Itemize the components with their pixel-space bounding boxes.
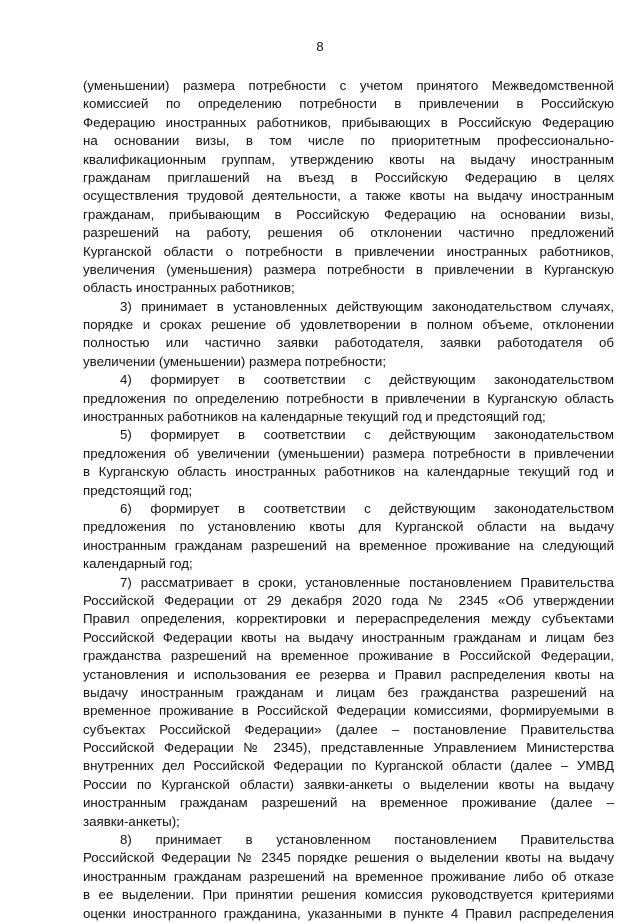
text-line: внутренних дел Российской Федерации по Курганской области (далее – УМВД xyxy=(83,758,614,774)
text-line: временное проживание в Российской Федерации комиссиями, формируемыми в xyxy=(83,703,614,719)
text-line: установления и использования ее резерва и Правил распределения квоты на xyxy=(83,666,614,682)
text-line: квалификационным группам, утверждению квоты на выдачу иностранным xyxy=(83,151,614,167)
text-line: 3) принимает в установленных действующим законодательством случаях, xyxy=(120,298,614,314)
text-line: 6) формирует в соответствии с действующим законодательством xyxy=(120,500,614,516)
text-line: на основании визы, в том числе по приоритетным профессионально- xyxy=(83,133,614,149)
text-line: выдачу иностранным гражданам и лицам без гражданства разрешений на xyxy=(83,684,614,700)
text-line: увеличении (уменьшении) размера потребности; xyxy=(83,353,387,369)
text-line: России по Курганской области) заявки-анкеты о выделении квоты на выдачу xyxy=(83,776,614,792)
text-line: 8) принимает в установленном постановлением Правительства xyxy=(120,832,614,848)
text-line: гражданства разрешений на временное проживание в Российской Федерации, xyxy=(83,648,614,664)
text-line: 4) формирует в соответствии с действующим законодательством xyxy=(120,372,614,388)
text-line: иностранным гражданам разрешений на временное проживание (далее – xyxy=(83,795,614,811)
text-line: Федерацию иностранных работников, прибывающих в Российскую Федерацию xyxy=(83,114,614,130)
text-line: субъектах Российской Федерации» (далее – постановление Правительства xyxy=(83,721,614,737)
text-line: комиссией по определению потребности в привлечении в Российскую xyxy=(83,96,614,112)
text-line: заявки-анкеты); xyxy=(83,813,180,829)
text-line: Российской Федерации от 29 декабря 2020 года № 2345 «Об утверждении xyxy=(83,592,614,608)
text-line: полностью или частично заявки работодателя, заявки работодателя об xyxy=(83,335,614,351)
text-line: Курганской области о потребности в привлечении иностранных работников, xyxy=(83,243,614,259)
text-line: в ее выделении. При принятии решения комиссия руководствуется критериями xyxy=(83,887,614,903)
text-line: 5) формирует в соответствии с действующим законодательством xyxy=(120,427,614,443)
text-line: предложения по установлению квоты для Курганской области на выдачу xyxy=(83,519,614,535)
text-line: Российской Федерации квоты на выдачу иностранным гражданам и лицам без xyxy=(83,629,614,645)
text-line: гражданам, прибывающим в Российскую Федерацию на основании визы, xyxy=(83,206,614,222)
text-line: осуществления трудовой деятельности, а также квоты на выдачу иностранным xyxy=(83,188,614,204)
page-number: 8 xyxy=(316,39,324,54)
text-line: иностранным гражданам разрешений на временное проживание либо об отказе xyxy=(83,868,614,884)
text-line: увеличения (уменьшения) размера потребности в привлечении в Курганскую xyxy=(83,261,614,277)
text-line: Российской Федерации № 2345), представленные Управлением Министерства xyxy=(83,740,614,756)
text-line: предложения по определению потребности в привлечении в Курганскую область xyxy=(83,390,614,406)
text-line: 7) рассматривает в сроки, установленные постановлением Правительства xyxy=(120,574,614,590)
text-line: иностранных работников на календарные текущий год и предстоящий год; xyxy=(83,409,546,425)
text-line: оценки иностранного гражданина, указанными в пункте 4 Правил распределения xyxy=(83,905,614,921)
text-line: Правил определения, корректировки и перераспределения между субъектами xyxy=(83,611,614,627)
text-line: календарный год; xyxy=(83,556,193,572)
text-line: предложения об увеличении (уменьшении) размера потребности в привлечении xyxy=(83,445,614,461)
text-line: Российской Федерации № 2345 порядке решения о выделении квоты на выдачу xyxy=(83,850,614,866)
document-body xyxy=(83,77,614,923)
text-line: предстоящий год; xyxy=(83,482,193,498)
text-line: область иностранных работников; xyxy=(83,280,295,296)
text-line: гражданам приглашений на въезд в Российскую Федерацию в целях xyxy=(83,169,614,185)
text-line: иностранным гражданам разрешений на временное проживание на следующий xyxy=(83,537,614,553)
text-line: в Курганскую область иностранных работников на календарные текущий год и xyxy=(83,464,614,480)
text-line: (уменьшении) размера потребности с учетом принятого Межведомственной xyxy=(83,78,614,93)
text-line: разрешений на работу, решения об отклонении частично предложений xyxy=(83,225,614,241)
text-line: порядке и сроках решение об удовлетворении в полном объеме, отклонении xyxy=(83,317,614,333)
